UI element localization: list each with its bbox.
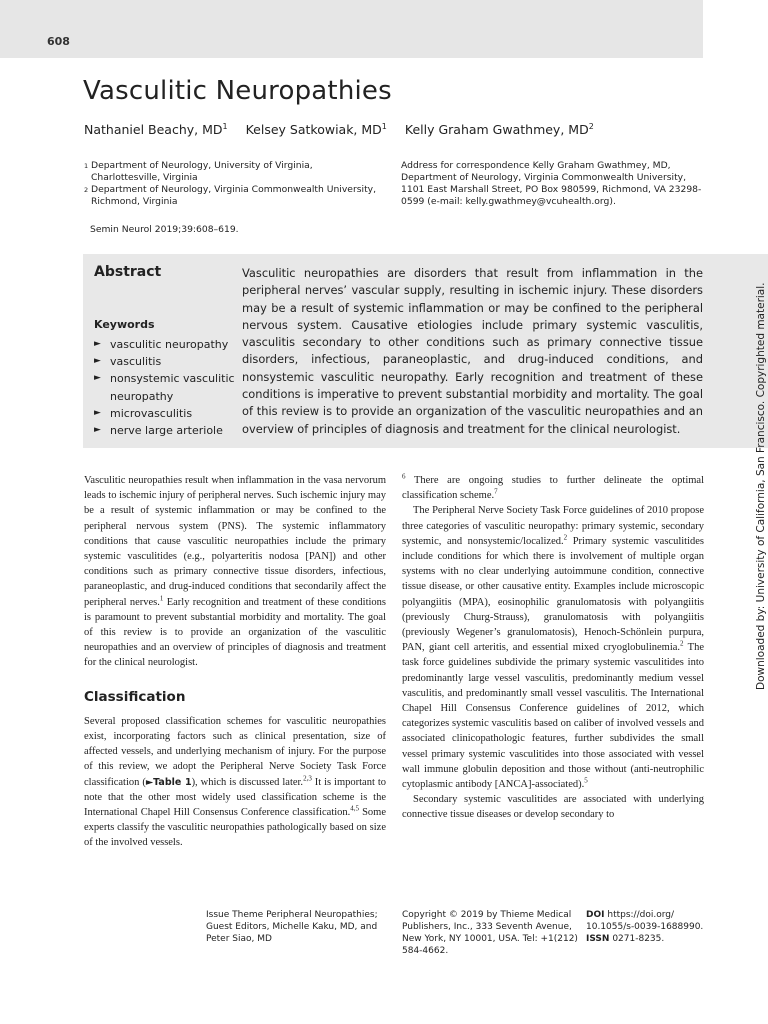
body-column-right xyxy=(402,473,704,823)
header-band xyxy=(0,0,703,58)
body-paragraph: Secondary systemic vasculitides are associated with underlying connective tissue diseases or develop secondary to xyxy=(402,794,704,821)
arrow-icon: ► xyxy=(94,425,101,436)
citation-ref: 2 xyxy=(563,533,568,542)
keyword-item: ► nonsystemic vasculitic neuropathy xyxy=(94,370,244,404)
citation-ref: 5 xyxy=(584,776,588,785)
citation-ref: 6 xyxy=(402,472,406,481)
footer-doi-issn: DOI https://doi.org/ 10.1055/s-0039-1688990. ISSN 0271-8235. xyxy=(586,910,704,944)
citation-ref: 4,5 xyxy=(350,804,360,813)
section-heading: Classification xyxy=(84,688,186,705)
keyword-list xyxy=(94,336,244,439)
footer-copyright: Copyright © 2019 by Thieme Medical Publishers, Inc., 333 Seventh Avenue, New York, NY 10001, USA. Tel: +1(212) 584-4662. xyxy=(402,910,578,956)
arrow-icon: ► xyxy=(94,356,101,367)
citation-ref: 2 xyxy=(680,639,684,648)
download-notice: Downloaded by: University of California, San Francisco. Copyrighted material. xyxy=(755,282,767,690)
keyword-item: ► vasculitis xyxy=(94,353,244,370)
keywords-heading: Keywords xyxy=(94,318,155,331)
affiliation-list xyxy=(84,160,384,208)
table-ref-link[interactable]: ►Table 1 xyxy=(145,776,192,788)
correspondence-address: Address for correspondence Kelly Graham Gwathmey, MD, Department of Neurology, Virginia Commonwealth University, 1101 East Marshall Street, PO Box 980599, Richmond, VA 23298-0599 (e-mail: kelly.gwathmey@vcuhealth.org). xyxy=(401,160,702,207)
journal-citation: Semin Neurol 2019;39:608–619. xyxy=(90,224,239,235)
author: Kelly Graham Gwathmey, $MD^2$ xyxy=(404,122,594,138)
body-column-left xyxy=(84,473,386,851)
affiliation: 1 Department of Neurology, University of Virginia, Charlottesville, Virginia xyxy=(84,160,313,183)
author: Kelsey Satkowiak, $MD^1$ xyxy=(245,122,387,138)
citation-ref: 7 xyxy=(494,487,498,496)
body-paragraph: $^6$ There are ongoing studies to further delineate the optimal classification scheme.$^7$ xyxy=(402,472,704,502)
author: Nathaniel Beachy, $MD^1$ xyxy=(84,122,228,138)
abstract-box xyxy=(83,254,768,448)
footer-issue-theme: Issue Theme Peripheral Neuropathies; Guest Editors, Michelle Kaku, MD, and Peter Siao, MD xyxy=(206,910,378,944)
body-paragraph: Vasculitic neuropathies result when inflammation in the vasa nervorum leads to ischemic injury of peripheral nerves. Such ischemic injury may be a result of systemic inflammation or may be confined to the peripheral nervous system (PNS). The systemic inflammatory conditions that cause vasculitic neuropathies include the primary systemic vasculitides (e.g., polyarteritis nodosa [PAN]) and other conditions such as primary connective tissue disorders, infectious, paraneoplastic, and drug-induced conditions that secondarily affect the peripheral nerves.$^1$ Early recognition and treatment of these conditions is paramount to prevent substantial morbidity and mortality. The goal of this review is to provide an organization of the vasculitic neuropathies and an overview of principles of diagnosis and treatment for the clinical neurologist. xyxy=(84,475,386,669)
keyword-item: ► vasculitic neuropathy xyxy=(94,336,244,353)
citation-ref: 1 xyxy=(159,594,164,603)
page-number: 608 xyxy=(47,35,70,48)
article-title: Vasculitic Neuropathies xyxy=(83,76,392,106)
keyword-item: ► nerve large arteriole xyxy=(94,422,244,439)
abstract-text: Vasculitic neuropathies are disorders that result from inflammation in the peripheral nerves’ vascular supply, resulting in ischemic injury. These disorders may be a result of systemic inflammation or may be confined to the peripheral nervous system. Causative etiologies include primary systemic vasculitis, vasculitis secondary to other conditions such as primary connective tissue disorders, infectious, paraneoplastic, and drug-induced conditions, and nonsystemic vasculitic neuropathy. Early recognition and treatment of these conditions is imperative to prevent substantial morbidity and mortality. The goal of this review is to provide an organization of the vasculitic neuropathies and an overview of principles of diagnosis and treatment for the clinical neurologist. xyxy=(242,266,703,436)
arrow-icon: ► xyxy=(94,407,101,418)
body-paragraph: Several proposed classification schemes for vasculitic neuropathies exist, incorporating factors such as clinical presentation, size of affected vessels, and underlying mechanism of injury. For the purpose of this review, we adopt the Peripheral Nerve Society Task Force classification (►Table 1), which is discussed later.$^{2,3}$ It is important to note that the other most widely used classification scheme is the International Chapel Hill Consensus Conference classification.$^{4,5}$ Some experts classify the vasculitic neuropathies pathologically based on size of the involved vessels. xyxy=(84,715,386,849)
body-paragraph: The Peripheral Nerve Society Task Force guidelines of 2010 propose three categories of vasculitic neuropathy: primary systemic, secondary systemic, and nonsystemic/localized.$^2$ Primary systemic vasculitides include conditions for which there is involvement of multiple organ systems with no clear underlying autoimmune condition, connective tissue disease, or other causative entity. Examples include microscopic polyangiitis (MPA), eosinophilic granulomatosis with polyangiitis (previously Churg-Strauss), granulomatosis with polyangiitis (previously Wegener’s granulomatosis), Henoch-Schönlein purpura, PAN, giant cell arteritis, and essential mixed cryoglobulinemia.$^2$ The task force guidelines subdivide the primary systemic vasculitides into predominantly large vessel vasculitis, predominantly medium vessel vasculitis, and predominantly small vessel vasculitis. The International Chapel Hill Consensus Conference guidelines of 2012, which categorizes systemic vasculitis based on caliber of involved vessels and associated clinicopathologic features, further subdivides the small vessel primary systemic vasculitides into those associated with vessel wall immune globulin deposition and those without (anti-neutrophilic cytoplasmic antibody [ANCA]-associated).$^5$ xyxy=(402,505,704,791)
citation-ref: 2,3 xyxy=(303,774,312,783)
keyword-item: ► microvasculitis xyxy=(94,405,244,422)
abstract-heading: Abstract xyxy=(94,264,162,280)
arrow-icon: ► xyxy=(94,339,101,349)
affiliation: 2 Department of Neurology, Virginia Commonwealth University, Richmond, Virginia xyxy=(84,184,377,207)
author-list xyxy=(84,122,608,137)
arrow-icon: ► xyxy=(94,373,101,384)
